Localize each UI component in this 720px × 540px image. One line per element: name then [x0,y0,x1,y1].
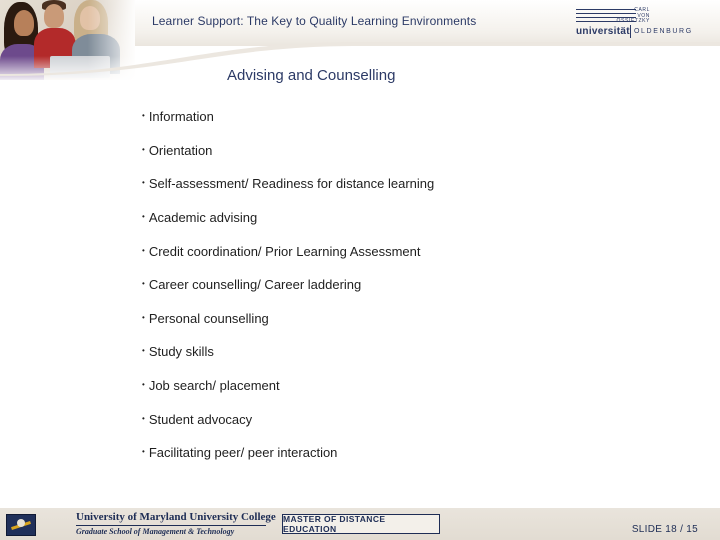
bullet-icon: • [142,413,145,423]
university-logo [576,8,712,38]
bullet-item: • Academic advising [142,210,258,226]
bullet-item: • Self-assessment/ Readiness for distance learning [142,176,435,192]
logo-city: OLDENBURG [634,28,693,35]
bullet-item: • Orientation [142,142,213,158]
bullet-item: • Job search/ placement [142,378,280,394]
bullet-icon: • [142,245,145,255]
bullet-icon: • [142,346,145,356]
bullet-icon: • [142,279,145,289]
presentation-title: Learner Support: The Key to Quality Learning Environments [152,14,477,28]
slide-number: SLIDE 18 / 15 [631,524,698,535]
bullet-icon: • [142,144,145,154]
bullet-icon: • [142,212,145,222]
bullet-item: • Information [142,109,214,125]
bullet-item: • Credit coordination/ Prior Learning Assessment [142,243,421,259]
logo-small-text: CARL VON OSSIETZKY [616,7,650,24]
bullet-item: • Facilitating peer/ peer interaction [142,445,338,461]
bullet-item: • Study skills [142,344,214,360]
bullet-icon: • [142,111,145,121]
bullet-icon: • [142,178,145,188]
slide-title: Advising and Counselling [227,67,396,84]
bullet-item: • Student advocacy [142,411,253,427]
umuc-logo-icon [6,514,36,536]
logo-divider [630,25,631,38]
institution-name: University of Maryland University College [76,511,276,523]
institution-divider [76,525,266,526]
program-badge: MASTER OF DISTANCE EDUCATION [282,514,440,534]
bullet-item: • Career counselling/ Career laddering [142,277,362,293]
bullet-icon: • [142,380,145,390]
bullet-item: • Personal counselling [142,310,269,326]
bullet-icon: • [142,447,145,457]
logo-university-name: universität [576,26,630,37]
school-name: Graduate School of Management & Technology [76,527,235,536]
slide-footer [0,508,720,540]
bullet-icon: • [142,312,145,322]
bullet-list [142,100,662,470]
